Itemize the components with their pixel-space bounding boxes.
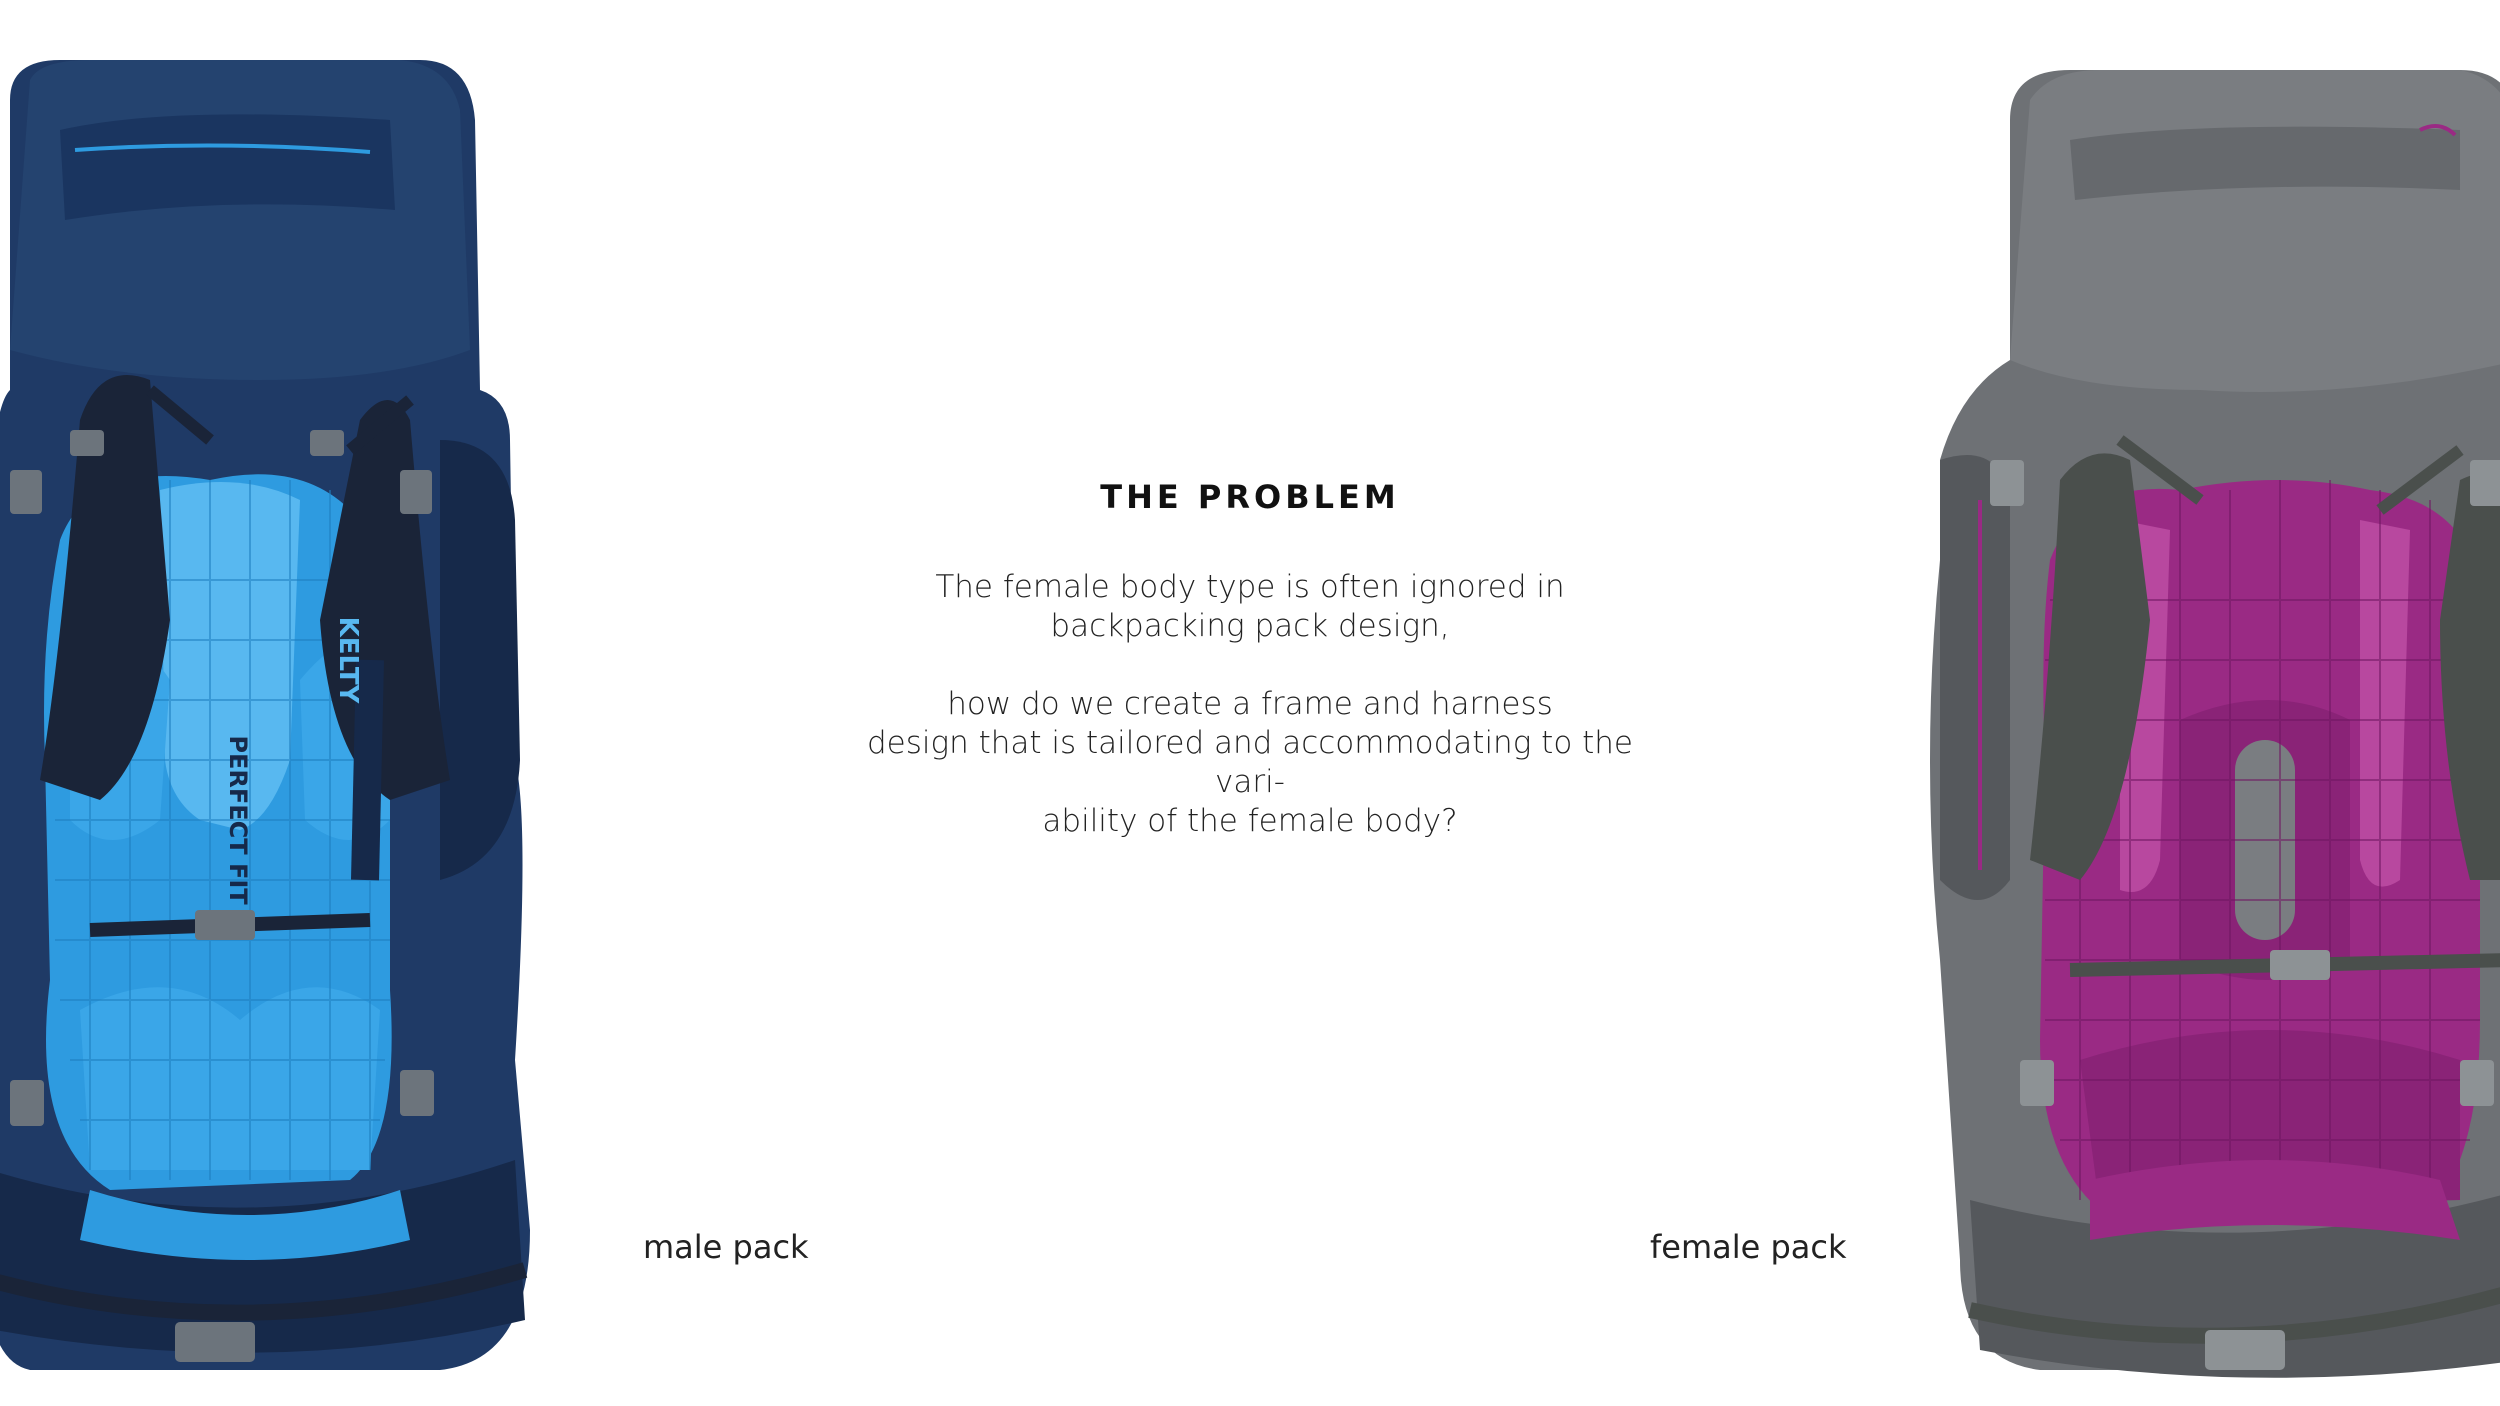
male-pack-model-label: PERFECT FIT [224, 735, 252, 905]
male-pack-brand-label: KELTY [333, 616, 363, 704]
paragraph-gap [850, 646, 1650, 685]
female-pack-image [1900, 60, 2500, 1390]
male-pack-image [0, 60, 560, 1390]
male-pack-caption: male pack [643, 1228, 809, 1266]
page-title: THE PROBLEM [1100, 478, 1400, 516]
paragraph-line: The female body type is often ignored in [935, 569, 1565, 605]
paragraph-line: design that is tailored and accommodating to the vari- [866, 725, 1634, 800]
female-pack-illustration [1900, 60, 2500, 1390]
female-pack-caption: female pack [1650, 1228, 1847, 1266]
paragraph-line: backpacking pack design, [1050, 608, 1450, 644]
paragraph-line: how do we create a frame and harness [947, 686, 1553, 722]
problem-statement [850, 478, 1650, 841]
male-pack-illustration [0, 60, 560, 1390]
paragraph-line: ability of the female body? [1042, 803, 1458, 839]
